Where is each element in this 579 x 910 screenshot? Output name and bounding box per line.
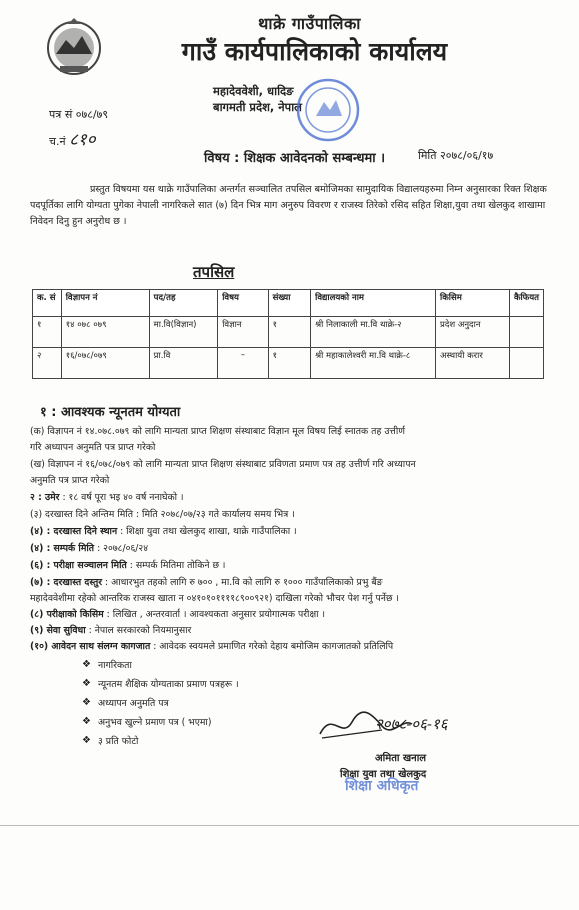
documents-line — [30, 639, 393, 652]
cell: श्री महाकालेश्वरी मा.वि थाक्रे-८ — [311, 348, 436, 379]
exam-date-label: (६) : परीक्षा सञ्चालन मिति — [30, 560, 127, 571]
fee-text: : आधारभुत तहको लागि रु ७०० , मा.वि को लागि रु १००० गाउँपालिकाको प्रभु बैंङ — [102, 577, 383, 588]
place-text: : शिक्षा युवा तथा खेलकुद शाखा, थाक्रे गाउँपालिका । — [117, 526, 297, 537]
address-line-2: बागमती प्रदेश, नेपाल — [213, 100, 302, 114]
cell: १६/०७८/०७९ — [61, 348, 149, 379]
fee-label: (७) : दरखास्त दस्तुर — [30, 577, 103, 588]
contact-text: : २०७८/०६/२४ — [94, 543, 149, 554]
chalani-number — [49, 127, 96, 150]
cell: १ — [268, 348, 311, 379]
cell: – — [218, 348, 268, 379]
age-line — [30, 490, 184, 503]
chalani-label: च.नं — [49, 135, 66, 148]
cell: २ — [33, 348, 62, 379]
contact-line — [30, 541, 148, 554]
cell — [509, 348, 543, 379]
cell: विज्ञान — [218, 317, 268, 348]
signatory-stamp: शिक्षा अधिकृत — [345, 778, 419, 794]
cell: प्रदेश अनुदान — [436, 317, 510, 348]
list-item: ❖ अध्यापन अनुमति पत्र — [82, 697, 169, 709]
signature-date: २०७८-०६-१६ — [375, 715, 448, 733]
service-text: : नेपाल सरकारको नियमानुसार — [85, 625, 192, 636]
intro-paragraph: प्रस्तुत विषयमा यस थाक्रे गाउँपालिका अन्तर्गत सञ्चालित तपसिल बमोजिमका सामुदायिक विद्यालयहरुमा निम्न अनुसारका रिक्त शिक्षक पदपूर्तिका लागि योग्यता पुगेका नेपाली नागरिकले सात (७) दिन भित्र माग अनुरुप विवरण र राजस्व तिरेको रसिद सहित शिक्षा,युवा तथा खेलकुद शाखामा निवेदन दिनु हुन अनुरोध छ । — [30, 184, 547, 227]
contact-label: (४) : सम्पर्क मिति — [30, 543, 95, 554]
list-item: ❖ ३ प्रति फोटो — [82, 735, 139, 747]
age-text: : १८ वर्ष पूरा भइ ४० वर्ष ननाघेको । — [59, 492, 184, 503]
exam-date-line — [30, 558, 225, 571]
exam-type-line — [30, 607, 325, 620]
place-line — [30, 524, 297, 537]
deadline-line: (३) दरखास्त दिने अन्तिम मिति : मिति २०७८/०७/२३ गते कार्यालय समय भित्र । — [30, 509, 295, 520]
cell: १४ ०७८ ०७९ — [61, 317, 149, 348]
col-type: किसिम — [436, 290, 510, 317]
cell: मा.वि(विज्ञान) — [149, 317, 218, 348]
table-title: तपसिल — [193, 263, 235, 281]
signatory-title: शिक्षा युवा तथा खेलकुद — [340, 769, 427, 780]
diamond-bullet-icon: ❖ — [82, 659, 91, 670]
requirements-title: १ : आवश्यक न्यूनतम योग्यता — [40, 405, 181, 420]
cell — [509, 317, 543, 348]
diamond-bullet-icon: ❖ — [82, 716, 91, 727]
fee-line — [30, 575, 383, 588]
col-count: संख्या — [268, 290, 311, 317]
col-subject: विषय — [218, 290, 268, 317]
requirement-line: अनुमति पत्र प्राप्त गरेको — [30, 475, 110, 486]
cell: १ — [33, 317, 62, 348]
exam-type-label: (८) परीक्षाको किसिम — [30, 609, 104, 620]
subject-line: विषय : शिक्षक आवेदनको सम्बन्धमा । — [204, 151, 386, 166]
documents-text: : आवेदक स्वयमले प्रमाणित गरेको देहाय बमोजिम कागजातको प्रतिलिपि — [150, 641, 394, 652]
table-row — [33, 317, 544, 348]
fee-line-2: महादेववेशीमा रहेको आन्तरिक राजस्व खाता न ०४१०१०११११८९००९२१) दाखिला गरेको भौचर पेश गर्नु पर्नेछ । — [30, 593, 399, 604]
table-row — [33, 348, 544, 379]
diamond-bullet-icon: ❖ — [82, 697, 91, 708]
patra-number: पत्र सं ०७८/७९ — [49, 108, 109, 121]
office-title: गाउँ कार्यपालिकाको कार्यालय — [181, 37, 448, 66]
age-label: २ : उमेर — [30, 492, 60, 503]
exam-type-text: : लिखित , अन्तरवार्ता । आवश्यकता अनुसार प्रयोगात्मक परीक्षा । — [103, 609, 326, 620]
table-header-row — [33, 290, 544, 317]
service-label: (९) सेवा सुविधा — [30, 625, 86, 636]
municipality-name: थाक्रे गाउँपालिका — [258, 14, 361, 33]
requirement-line: (क) विज्ञापन नं १४.०७८.०७९ को लागि मान्यता प्राप्त शिक्षण संस्थाबाट विज्ञान मूल विषय लिई स्नातक तह उत्तीर्ण — [30, 426, 405, 437]
document-list — [82, 655, 239, 750]
official-stamp-icon — [294, 76, 362, 144]
col-ad-no: विज्ञापन नं — [61, 290, 149, 317]
service-line — [30, 623, 191, 636]
cell: १ — [268, 317, 311, 348]
cell: श्री निलाकाली मा.वि थाक्रे-२ — [311, 317, 436, 348]
diamond-bullet-icon: ❖ — [82, 735, 91, 746]
list-item: ❖ अनुभव खुल्ने प्रमाण पत्र ( भएमा) — [82, 716, 212, 728]
vacancy-table — [32, 289, 544, 379]
place-label: (४) : दरखास्त दिने स्थान — [30, 526, 118, 537]
list-item: ❖ नागरिकता — [82, 659, 132, 671]
letter-date: मिति २०७८/०६/१७ — [418, 149, 494, 162]
diamond-bullet-icon: ❖ — [82, 678, 91, 689]
cell: प्रा.वि — [149, 348, 218, 379]
col-remarks: कैफियत — [509, 290, 543, 317]
col-post: पद/तह — [149, 290, 218, 317]
chalani-value: ८१० — [69, 130, 96, 150]
requirement-line: गरि अध्यापन अनुमति पत्र प्राप्त गरेको — [30, 442, 156, 453]
list-item: ❖ न्यूनतम शैक्षिक योग्यताका प्रमाण पत्रहरू । — [82, 678, 239, 690]
cell: अस्थायी करार — [436, 348, 510, 379]
documents-label: (१०) आवेदन साथ संलग्न कागजात — [30, 641, 151, 652]
col-school: विद्यालयको नाम — [311, 290, 436, 317]
requirement-line: (ख) विज्ञापन नं १६/०७८/०७९ को लागि मान्यता प्राप्त शिक्षण संस्थाबाट प्रविणता प्रमाण पत्र तह उत्तीर्ण गरि अध्यापन — [30, 459, 416, 470]
page-edge-divider — [0, 825, 579, 826]
col-sn: क. सं — [33, 290, 62, 317]
signatory-name: अमिता खनाल — [375, 753, 427, 764]
address-line-1: महादेववेशी, धादिङ — [213, 84, 294, 98]
exam-date-text: : सम्पर्क मितिमा तोकिने छ । — [126, 560, 226, 571]
